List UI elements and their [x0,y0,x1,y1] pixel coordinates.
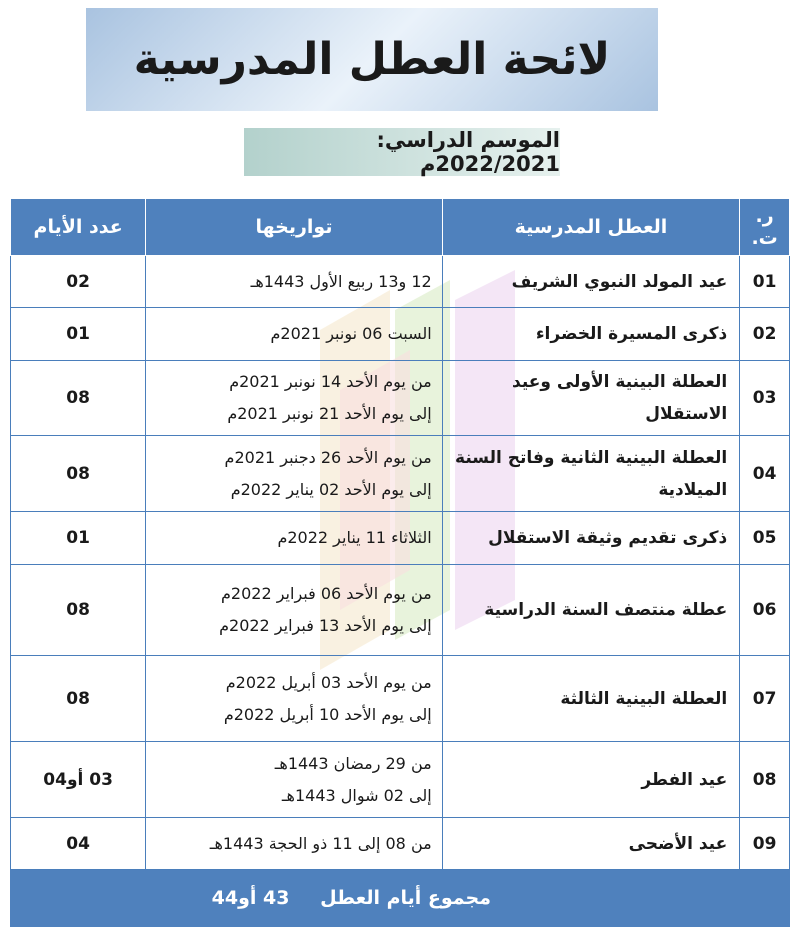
table-row [11,436,790,512]
row-num: 07 [740,656,790,742]
row-holiday-name: العطلة البينية الأولى وعيد الاستقلال [442,361,740,436]
row-days: 08 [11,656,146,742]
row-date-line: إلى يوم الأحد 13 فبراير 2022م [219,616,432,635]
row-date-line: الثلاثاء 11 يناير 2022م [277,528,432,547]
row-date-line: إلى يوم الأحد 21 نونبر 2021م [227,404,432,423]
row-num: 04 [740,436,790,512]
row-num: 08 [740,742,790,818]
table-header-row [11,199,790,256]
row-days: 08 [11,565,146,656]
row-dates [146,565,442,656]
row-holiday-name: عيد الأضحى [442,818,740,870]
header-days: عدد الأيام [11,199,146,256]
table-row [11,656,790,742]
row-holiday-name: ذكرى تقديم وثيقة الاستقلال [442,512,740,565]
row-date-line: إلى 02 شوال 1443هـ [281,785,432,805]
table-row [11,308,790,361]
page-title: لائحة العطل المدرسية [133,34,611,85]
row-days: 08 [11,361,146,436]
row-dates [146,512,442,565]
holidays-table [10,198,790,927]
total-label: مجموع أيام العطل [320,887,491,909]
total-value: 43 أو44 [211,887,290,909]
row-holiday-name: عيد الفطر [442,742,740,818]
row-date-line: من 08 إلى 11 ذو الحجة 1443هـ [209,833,432,853]
table-row [11,256,790,308]
total-cell [11,870,790,927]
row-dates [146,818,442,870]
row-holiday-name: عطلة منتصف السنة الدراسية [442,565,740,656]
table-row [11,742,790,818]
row-date-line: إلى يوم الأحد 02 يناير 2022م [230,479,432,499]
row-days: 01 [11,308,146,361]
row-days: 01 [11,512,146,565]
table-row [11,565,790,656]
row-dates [146,436,442,512]
row-date-line: من يوم الأحد 14 نونبر 2021م [229,372,432,391]
header-holiday: العطل المدرسية [442,199,740,256]
row-num: 06 [740,565,790,656]
row-days: 02 [11,256,146,308]
season-banner [244,128,560,176]
row-holiday-name: العطلة البينية الثانية وفاتح السنة الميلادية [442,436,740,512]
row-days: 03 أو04 [11,742,146,818]
header-dates: تواريخها [146,199,442,256]
row-date-line: من 29 رمضان 1443هـ [274,753,432,773]
row-days: 04 [11,818,146,870]
season-label: الموسم الدراسي: 2022/2021م [376,128,560,176]
row-num: 02 [740,308,790,361]
row-holiday-name: ذكرى المسيرة الخضراء [442,308,740,361]
header-num: ر. ت. [740,199,790,256]
row-date-line: إلى يوم الأحد 10 أبريل 2022م [223,704,432,724]
row-dates [146,361,442,436]
row-dates [146,656,442,742]
table-row [11,512,790,565]
row-days: 08 [11,436,146,512]
row-date-line: السبت 06 نونبر 2021م [270,324,432,343]
row-date-line: من يوم الأحد 06 فبراير 2022م [221,584,432,603]
row-date-line: من يوم الأحد 03 أبريل 2022م [225,672,432,692]
row-num: 09 [740,818,790,870]
table-row [11,361,790,436]
row-date-line: من يوم الأحد 26 دجنبر 2021م [224,447,432,467]
row-dates [146,308,442,361]
row-holiday-name: العطلة البينية الثالثة [442,656,740,742]
total-row [11,870,790,927]
table-row [11,818,790,870]
row-dates [146,742,442,818]
row-holiday-name: عيد المولد النبوي الشريف [442,256,740,308]
row-dates [146,256,442,308]
title-banner [86,8,658,111]
row-date-line: 12 و13 ربيع الأول 1443هـ [250,271,432,291]
row-num: 05 [740,512,790,565]
row-num: 03 [740,361,790,436]
row-num: 01 [740,256,790,308]
